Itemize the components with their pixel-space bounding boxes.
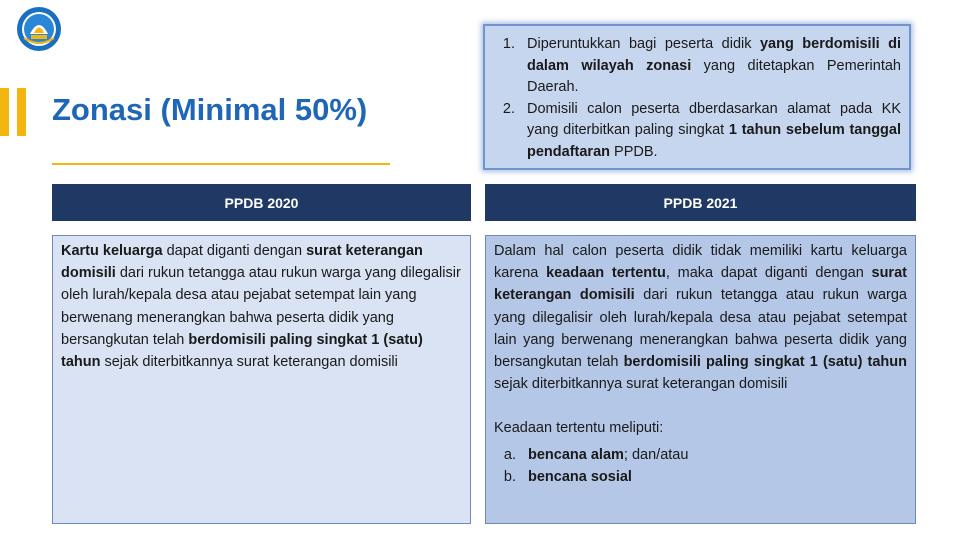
text-run: sejak diterbitkannya surat keterangan domisili (100, 354, 398, 371)
bold-text-run: berdomisili paling singkat 1 (satu) tahun (623, 354, 908, 371)
ppdb-2021-panel (485, 235, 916, 524)
title-accent-bars (0, 88, 30, 136)
text-run: PPDB. (610, 143, 658, 160)
bold-text-run: bencana sosial (528, 468, 632, 485)
text-run: dari rukun tetangga atau rukun warga yang dilegalisir oleh lurah/kepala desa atau pejabat setempat lain yang berwenang menerangkan bahwa peserta didik yang bersangkutan telah (494, 287, 907, 371)
conditions-intro: Keadaan tertentu meliputi: (494, 420, 664, 437)
page-title: Zonasi (Minimal 50%) (52, 92, 368, 127)
note-item-1 (519, 34, 901, 99)
title-underline (52, 163, 390, 165)
note-item-2 (519, 99, 901, 164)
conditions-list (494, 444, 907, 488)
bold-text-run: keadaan tertentu (546, 265, 666, 282)
ppdb-2020-body (61, 240, 462, 373)
text-run: dari rukun tetangga atau rukun warga yang dilegalisir oleh lurah/kepala desa atau pejabat setempat lain yang berwenang menerangkan bahwa peserta didik yang bersangkutan telah (61, 265, 461, 348)
bold-text-run: surat keterangan domisili (494, 265, 907, 304)
bold-text-run: surat keterangan domisili (61, 243, 423, 282)
column-header-ppdb-2020: PPDB 2020 (52, 184, 471, 221)
condition-item-a (520, 444, 907, 466)
bold-text-run: 1 tahun sebelum tanggal pendaftaran (527, 122, 902, 160)
zonasi-notes-box (483, 24, 911, 170)
text-run: sejak diterbitkannya surat keterangan domisili (494, 376, 788, 393)
ppdb-2021-body (494, 240, 907, 395)
text-run: Diperuntukkan bagi peserta didik (527, 36, 760, 52)
text-run: ; dan/atau (623, 446, 689, 463)
bold-text-run: yang berdomisili di dalam wilayah zonasi (527, 36, 902, 74)
ppdb-2020-panel (52, 235, 471, 524)
text-run: yang ditetapkan Pemerintah Daerah. (527, 57, 901, 96)
bold-text-run: berdomisili paling singkat 1 (satu) tahun (61, 331, 423, 371)
text-run: , maka dapat diganti dengan (665, 265, 872, 282)
condition-item-b (520, 466, 907, 488)
bold-text-run: bencana alam (528, 446, 624, 463)
text-run: Domisili calon peserta dberdasarkan alamat pada KK yang diterbitkan paling singkat (527, 100, 901, 139)
text-run: dapat diganti dengan (162, 243, 307, 259)
notes-list (493, 34, 901, 164)
text-run: Dalam hal calon peserta didik tidak memiliki kartu keluarga karena (494, 243, 907, 282)
bold-text-run: Kartu keluarga (61, 243, 163, 259)
column-header-ppdb-2021: PPDB 2021 (485, 184, 916, 221)
tut-wuri-handayani-emblem-icon (16, 6, 62, 52)
